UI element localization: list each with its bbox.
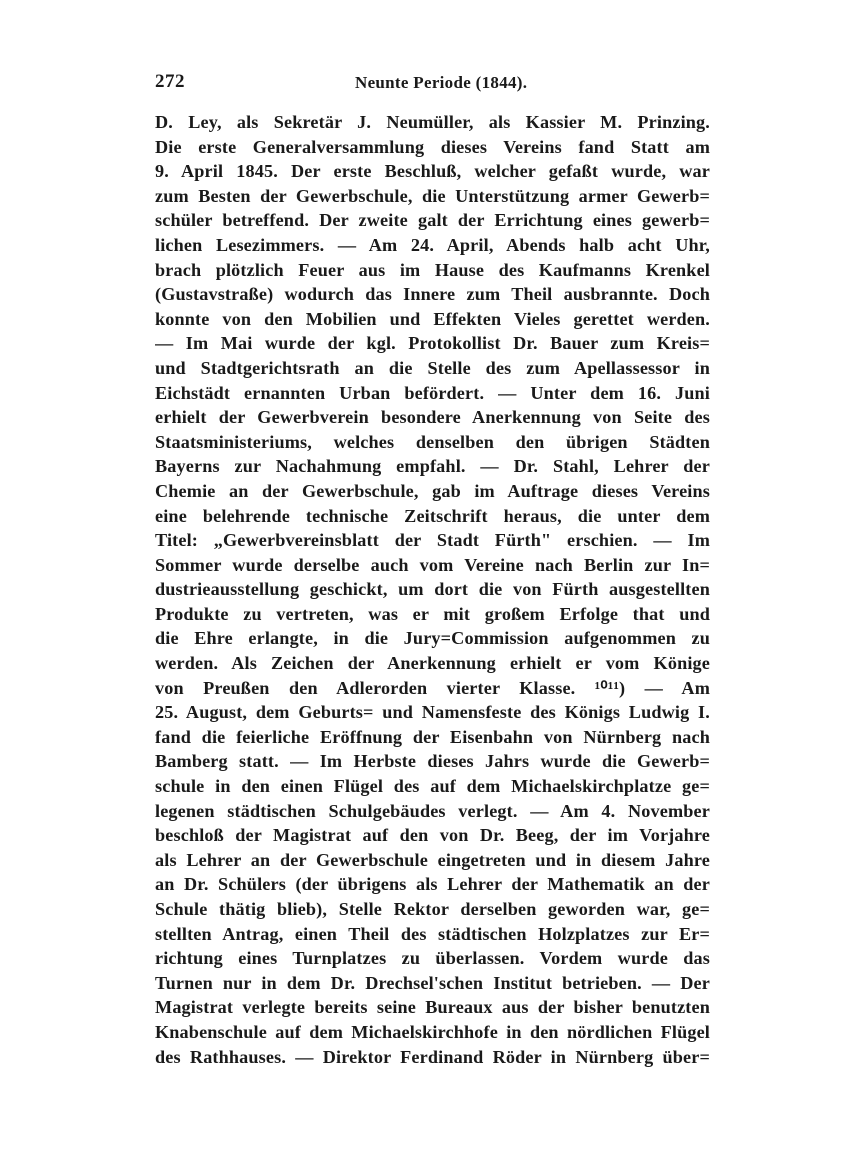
running-head (155, 71, 710, 99)
text-line: Produkte zu vertreten, was er mit großem Erfolge that und (155, 603, 710, 624)
text-line: Die erste Generalversammlung dieses Vereins fand Statt am (155, 136, 710, 157)
page-number: 272 (155, 71, 185, 92)
text-line: an Dr. Schülers (der übrigens als Lehrer der Mathematik an der (155, 874, 710, 895)
text-line: Titel: „Gewerbvereinsblatt der Stadt Fürth" erschien. — Im (155, 530, 710, 551)
text-line: richtung eines Turnplatzes zu überlassen. Vordem wurde das (155, 948, 710, 969)
text-line: des Rathhauses. — Direktor Ferdinand Röder in Nürnberg über= (155, 1046, 710, 1067)
text-line: Turnen nur in dem Dr. Drechsel'schen Institut betrieben. — Der (155, 972, 710, 993)
text-line: Sommer wurde derselbe auch vom Vereine nach Berlin zur In= (155, 554, 710, 575)
text-line: Staatsministeriums, welches denselben den übrigen Städten (155, 431, 710, 452)
text-line: die Ehre erlangte, in die Jury=Commission aufgenommen zu (155, 628, 710, 649)
text-line: dustrieausstellung geschickt, um dort die von Fürth ausgestellten (155, 579, 710, 600)
text-line: fand die feierliche Eröffnung der Eisenbahn von Nürnberg nach (155, 726, 710, 747)
text-line: Knabenschule auf dem Michaelskirchhofe in den nördlichen Flügel (155, 1021, 710, 1042)
text-line: Bayerns zur Nachahmung empfahl. — Dr. Stahl, Lehrer der (155, 456, 710, 477)
running-title: Neunte Periode (1844). (355, 73, 528, 92)
text-line: als Lehrer an der Gewerbschule eingetreten und in diesem Jahre (155, 849, 710, 870)
text-line: schule in den einen Flügel des auf dem Michaelskirchplatze ge= (155, 776, 710, 797)
text-line: Schule thätig blieb), Stelle Rektor derselben geworden war, ge= (155, 899, 710, 919)
text-line: eine belehrende technische Zeitschrift heraus, die unter dem (155, 505, 710, 526)
text-line: Bamberg statt. — Im Herbste dieses Jahrs wurde die Gewerb= (155, 751, 710, 772)
text-line: Eichstädt ernannten Urban befördert. — Unter dem 16. Juni (155, 382, 710, 403)
text-line: — Im Mai wurde der kgl. Protokollist Dr. Bauer zum Kreis= (155, 333, 710, 354)
text-line: brach plötzlich Feuer aus im Hause des Kaufmanns Krenkel (155, 259, 710, 280)
text-line: 25. August, dem Geburts= und Namensfeste des Königs Ludwig I. (155, 702, 710, 723)
text-line: schüler betreffend. Der zweite galt der Errichtung eines gewerb= (155, 210, 710, 231)
text-line: 9. April 1845. Der erste Beschluß, welcher gefaßt wurde, war (155, 161, 710, 182)
text-line: D. Ley, als Sekretär J. Neumüller, als Kassier M. Prinzing. (155, 112, 710, 132)
text-line: erhielt der Gewerbverein besondere Anerkennung von Seite des (155, 407, 710, 428)
text-line: lichen Lesezimmers. — Am 24. April, Abends halb acht Uhr, (155, 234, 710, 255)
text-line: Chemie an der Gewerbschule, gab im Auftrage dieses Vereins (155, 480, 710, 501)
text-line: und Stadtgerichtsrath an die Stelle des zum Apellassessor in (155, 357, 710, 378)
text-line: stellten Antrag, einen Theil des städtischen Holzplatzes zur Er= (155, 923, 710, 944)
text-line: Magistrat verlegte bereits seine Bureaux aus der bisher benutzten (155, 997, 710, 1018)
text-line: von Preußen den Adlerorden vierter Klasse. ¹⁰¹¹) — Am (155, 677, 710, 698)
text-line: beschloß der Magistrat auf den von Dr. Beeg, der im Vorjahre (155, 825, 710, 846)
text-line: (Gustavstraße) wodurch das Innere zum Theil ausbrannte. Doch (155, 284, 710, 305)
text-line: konnte von den Mobilien und Effekten Vieles gerettet werden. (155, 308, 710, 329)
text-line: werden. Als Zeichen der Anerkennung erhielt er vom Könige (155, 653, 710, 674)
text-line: legenen städtischen Schulgebäudes verlegt. — Am 4. November (155, 800, 710, 821)
text-line: zum Besten der Gewerbschule, die Unterstützung armer Gewerb= (155, 185, 710, 206)
body-text (155, 110, 710, 1069)
